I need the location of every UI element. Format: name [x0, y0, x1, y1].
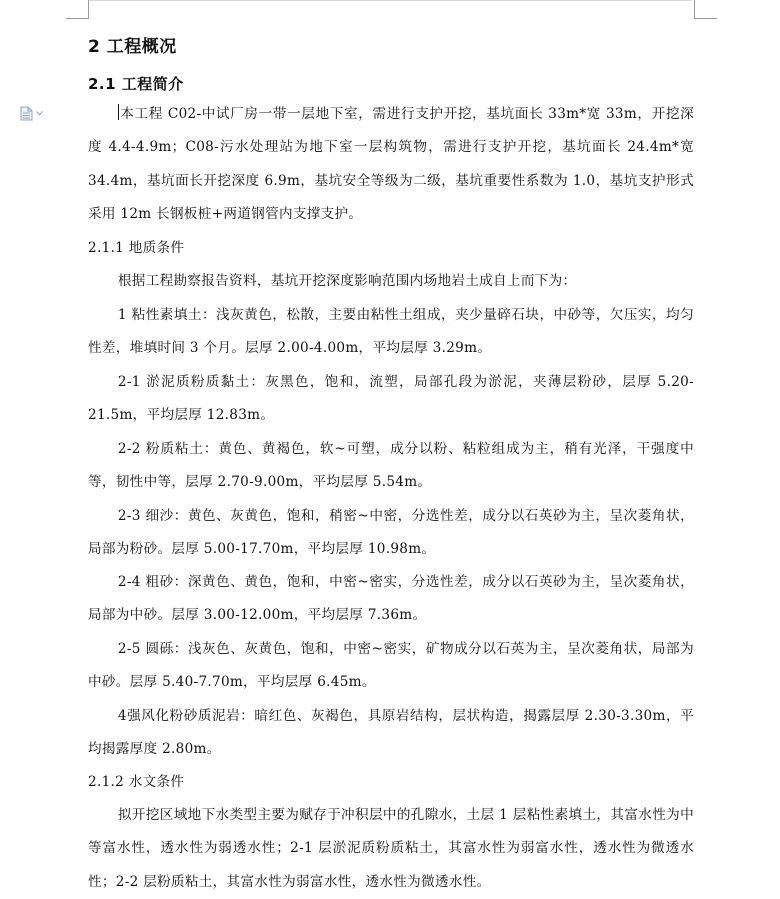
geology-intro-paragraph: 根据工程勘察报告资料，基坑开挖深度影响范围内场地岩土成自上而下为：: [117, 273, 577, 289]
paragraph-options-button[interactable]: [20, 106, 43, 121]
text-cursor: [118, 104, 119, 120]
margin-corner-mark-right: [694, 0, 717, 19]
chapter-heading: 2 工程概况: [88, 37, 177, 57]
page-top-edge: [88, 0, 692, 1]
layer-1-paragraph: 1 粘性素填土：浅灰黄色，松散，主要由粘性土组成，夹少量碎石块，中砂等，欠压实，均匀性差，堆填时间 3 个月。层厚 2.00-4.00m，平均层厚 3.29m。: [88, 307, 694, 357]
hydrology-paragraph: 拟开挖区域地下水类型主要为赋存于冲积层中的孔隙水，土层 1 层粘性素填土，其富水性为中等富水性，透水性为弱透水性；2-1 层淤泥质粉质粘土，其富水性为弱富水性，透水性为微透水性；2-2 层粉质粘土，其富水性为弱富水性，透水性为微透水性。: [88, 807, 694, 890]
intro-paragraph[interactable]: [88, 98, 694, 232]
chevron-down-icon: [36, 111, 43, 116]
section-heading: 2.1 工程简介: [88, 75, 184, 93]
margin-corner-mark-left: [66, 0, 89, 19]
layer-4-paragraph: 4强风化粉砂质泥岩：暗红色、灰褐色，具原岩结构，层状构造，揭露层厚 2.30-3.30m，平均揭露厚度 2.80m。: [88, 708, 694, 758]
layer-2-5-paragraph: 2-5 圆砾：浅灰色、灰黄色，饱和，中密~密实，矿物成分以石英为主，呈次菱角状，局部为中砂。层厚 5.40-7.70m，平均层厚 6.45m。: [88, 641, 694, 691]
intro-text: 本工程 C02-中试厂房一带一层地下室，需进行支护开挖，基坑面长 33m*宽 33m，开挖深度 4.4-4.9m；C08-污水处理站为地下室一层构筑物，需进行支护开挖，基坑面长 24.4m*宽 34.4m，基坑面长开挖深度 6.9m，基坑安全等级为二级，基坑重要性系数为 1.0，基坑支护形式采用 12m 长钢板桩+两道钢管内支撑支护。: [88, 106, 694, 223]
hydrology-heading: 2.1.2 水文条件: [88, 774, 185, 790]
layer-2-3-paragraph: 2-3 细沙：黄色、灰黄色，饱和，稍密~中密，分选性差，成分以石英砂为主，呈次菱角状，局部为粉砂。层厚 5.00-17.70m，平均层厚 10.98m。: [88, 508, 694, 558]
document-icon: [20, 106, 33, 121]
layer-2-4-paragraph: 2-4 粗砂：深黄色、黄色，饱和，中密~密实，分选性差，成分以石英砂为主，呈次菱角状，局部为中砂。层厚 3.00-12.00m，平均层厚 7.36m。: [88, 574, 694, 624]
layer-2-2-paragraph: 2-2 粉质粘土：黄色、黄褐色，软~可塑，成分以粉、粘粒组成为主，稍有光泽，干强度中等，韧性中等，层厚 2.70-9.00m，平均层厚 5.54m。: [88, 441, 694, 491]
layer-2-1-paragraph: 2-1 淤泥质粉质黏土：灰黑色，饱和，流塑，局部孔段为淤泥，夹薄层粉砂，层厚 5.20-21.5m，平均层厚 12.83m。: [88, 374, 694, 424]
geology-heading: 2.1.1 地质条件: [88, 240, 185, 256]
